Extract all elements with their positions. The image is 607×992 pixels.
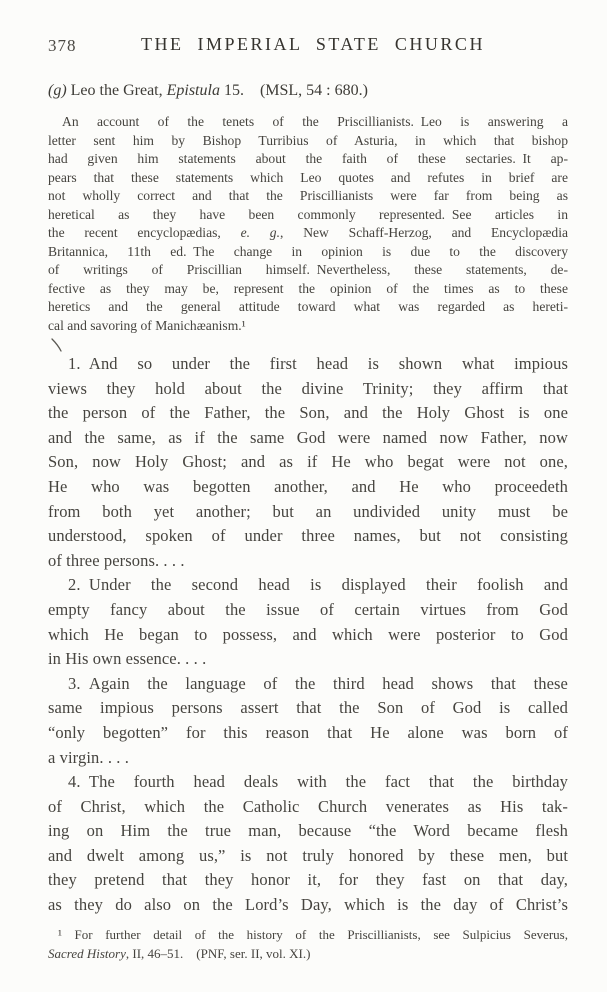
text-line: 3. Again the language of the third head shows that these [68, 673, 568, 693]
text-line: and the same, as if the same God were named now Father, now [48, 427, 568, 447]
note-line: letter sent him by Bishop Turribius of Asturia, in which that bishop [48, 132, 568, 148]
section-author: Leo the Great, [66, 82, 167, 99]
main-text [48, 352, 568, 918]
text-line: understood, spoken of under three names, but not consisting [48, 526, 568, 546]
text-line: Son, now Holy Ghost; and as if He who begat were not one, [48, 452, 568, 472]
note-segment: the recent encyclopædias, [48, 225, 241, 240]
text-line: views they hold about the divine Trinity; they affirm that [48, 378, 568, 398]
work-title: Epistula [166, 82, 220, 99]
text-line: 4. The fourth head deals with the fact that the birthday [68, 772, 568, 792]
footnote [48, 925, 568, 963]
text-line: a virgin. . . . [48, 747, 129, 767]
text-line: and dwelt among us,” is not truly honored by these men, but [48, 845, 568, 865]
section-letter: (g) [48, 82, 67, 99]
stray-pen-mark [50, 337, 66, 355]
page-number: 378 [48, 36, 77, 55]
running-title: THE IMPERIAL STATE CHURCH [141, 34, 485, 54]
paragraph-3 [48, 672, 568, 770]
paragraph-2 [48, 573, 568, 671]
note-line: heretics and the general attitude toward what was regarded as hereti- [48, 299, 568, 314]
note-line: of writings of Priscillian himself. Nevertheless, these statements, de- [48, 262, 568, 277]
text-line: from both yet another; but an undivided unity must be [48, 501, 568, 521]
note-line: heretical as they have been commonly represented. See articles in [48, 206, 568, 222]
text-line: which He began to possess, and which were posterior to God [48, 624, 568, 644]
text-line: in His own essence. . . . [48, 649, 207, 669]
text-line: ing on Him the true man, because “the Word became flesh [48, 821, 568, 841]
note-line: An account of the tenets of the Priscillianists. Leo is answering a [62, 114, 568, 129]
text-line: empty fancy about the issue of certain virtues from God [48, 599, 568, 619]
text-line: same impious persons assert that the Son of God is called [48, 698, 568, 718]
text-line: as they do also on the Lord’s Day, which is the day of Christ’s [48, 895, 568, 915]
section-heading [48, 82, 568, 100]
text-line: they pretend that they honor it, for they fast on that day, [48, 870, 568, 890]
paragraph-4 [48, 770, 568, 918]
note-line: Britannica, 11th ed. The change in opinion is due to the discovery [48, 243, 568, 259]
note-line: cal and savoring of Manichæanism.¹ [48, 317, 246, 333]
text-line: 2. Under the second head is displayed their foolish and [68, 575, 568, 595]
note-line: fective as they may be, represent the opinion of the times as to these [48, 280, 568, 296]
text-line: the person of the Father, the Son, and the Holy Ghost is one [48, 403, 568, 423]
text-line: “only begotten” for this reason that He alone was born of [48, 722, 568, 742]
paragraph-1 [48, 352, 568, 573]
note-segment-italic: e. g. [240, 225, 281, 240]
note-segment: , New Schaff-Herzog, and Encyclopædia [280, 225, 569, 240]
footnote-citation: , II, 46–51. (PNF, ser. II, vol. XI.) [125, 945, 311, 961]
footnote-line: ¹ For further detail of the history of the Priscillianists, see Sulpicius Severus, [58, 926, 568, 942]
footnote-work-title: Sacred History [48, 945, 126, 961]
note-line: not wholly correct and that the Priscillianists were far from being as [48, 188, 568, 203]
section-citation: 15. (MSL, 54 : 680.) [219, 82, 368, 99]
text-line: of Christ, which the Catholic Church venerates as His tak- [48, 796, 568, 816]
text-line: 1. And so under the first head is shown what impious [68, 354, 568, 373]
page-header [48, 34, 568, 60]
note-line: had given him statements about the faith of these sectaries. It ap- [48, 151, 568, 166]
note-line [48, 224, 568, 243]
editorial-note [48, 113, 568, 335]
text-line: of three persons. . . . [48, 550, 185, 570]
text-line: He who was begotten another, and He who proceedeth [48, 476, 568, 496]
note-line: pears that these statements which Leo quotes and refutes in brief are [48, 169, 568, 185]
footnote-line [48, 944, 568, 963]
